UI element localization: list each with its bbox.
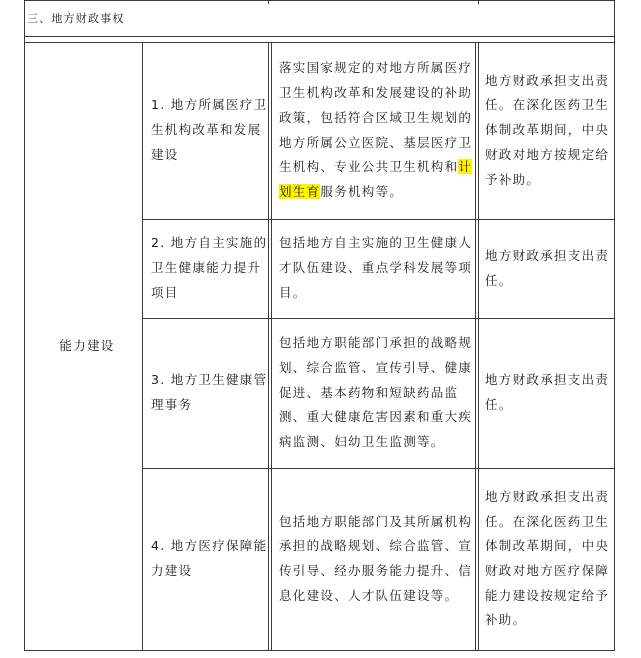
content-line: 承担的战略规划、综合监管、宣 (279, 538, 473, 554)
content-line: 促进、基本药物和短缺药品监 (279, 384, 459, 400)
content-line: 地方所属公立医院、基层医疗卫 (279, 134, 473, 150)
responsibility-line: 地方财政承担支出责 (485, 488, 610, 504)
responsibility-line: 任。 (485, 272, 513, 288)
item-line: 2. 地方自主实施的 (151, 235, 268, 251)
item-line: 建设 (151, 146, 179, 162)
responsibility-line: 补助。 (485, 612, 527, 628)
content-line (279, 180, 475, 205)
responsibility-cell-1 (478, 42, 614, 219)
item-cell-3 (142, 318, 268, 468)
responsibility-cell-4 (478, 468, 614, 650)
responsibility-line: 能力建设按规定给予 (485, 587, 610, 603)
responsibility-line: 财政对地方按规定给 (485, 146, 610, 162)
content-line: 才队伍建设、重点学科发展等项 (279, 260, 473, 276)
responsibility-line: 体制改革期间，中央 (485, 122, 610, 138)
table-rule (614, 0, 615, 651)
item-cell-1 (142, 42, 268, 219)
responsibility-line: 任。 (485, 397, 513, 412)
item-line: 3. 地方卫生健康管 (151, 372, 268, 388)
content-line: 传引导、经办服务能力提升、信 (279, 563, 473, 578)
content-line: 目。 (279, 284, 307, 300)
content-line (279, 155, 475, 180)
item-line: 理事务 (151, 397, 193, 412)
table-rule (24, 36, 615, 37)
content-line: 落实国家规定的对地方所属医疗 (279, 60, 473, 76)
content-line: 病监测、妇幼卫生监测等。 (279, 434, 445, 450)
category-cell (24, 42, 142, 650)
content-line: 划、综合监管、宣传引导、健康 (279, 359, 473, 375)
content-text: 生机构、专业公共卫生机构和 (279, 159, 459, 175)
table-rule (475, 42, 476, 651)
content-cell-1 (271, 42, 475, 219)
responsibility-line: 体制改革期间，中央 (485, 538, 610, 554)
section-title: 三、地方财政事权 (27, 12, 125, 25)
item-line: 项目 (151, 284, 179, 300)
highlighted-text: 计 (458, 159, 473, 175)
category-label: 能力建设 (59, 337, 115, 353)
content-cell-4 (271, 468, 475, 650)
responsibility-line: 任。在深化医药卫生 (485, 513, 610, 529)
responsibility-line: 财政对地方医疗保障 (485, 563, 610, 578)
content-cell-2 (271, 219, 475, 318)
content-line: 息化建设、人才队伍建设等。 (279, 587, 459, 603)
item-line: 1. 地方所属医疗卫 (151, 97, 268, 113)
responsibility-line: 地方财政承担支出责 (485, 247, 610, 263)
responsibility-cell-2 (478, 219, 614, 318)
content-line: 卫生机构改革和发展建设的补助 (279, 85, 473, 101)
item-cell-2 (142, 219, 268, 318)
content-line: 测、重大健康危害因素和重大疾 (279, 409, 473, 425)
responsibility-line: 地方财政承担支出责 (485, 72, 610, 88)
highlighted-text: 划生育 (279, 183, 321, 199)
table-rule (268, 0, 269, 4)
table-rule (24, 650, 615, 651)
content-line: 包括地方职能部门及其所属机构 (279, 513, 473, 529)
responsibility-line: 予补助。 (485, 171, 541, 187)
content-line: 政策，包括符合区域卫生规划的 (279, 109, 473, 125)
table-rule (268, 42, 269, 651)
content-text: 服务机构等。 (320, 183, 404, 199)
content-line: 包括地方自主实施的卫生健康人 (279, 235, 473, 251)
item-line: 卫生健康能力提升 (151, 260, 262, 276)
table-rule (24, 0, 615, 1)
item-line: 力建设 (151, 563, 193, 578)
table-rule (478, 0, 479, 4)
responsibility-cell-3 (478, 318, 614, 468)
responsibility-line: 地方财政承担支出责 (485, 372, 610, 388)
item-line: 4. 地方医疗保障能 (151, 538, 268, 554)
responsibility-line: 任。在深化医药卫生 (485, 97, 610, 113)
content-cell-3 (271, 318, 475, 468)
item-line: 生机构改革和发展 (151, 122, 262, 138)
content-line: 包括地方职能部门承担的战略规 (279, 335, 473, 351)
item-cell-4 (142, 468, 268, 650)
